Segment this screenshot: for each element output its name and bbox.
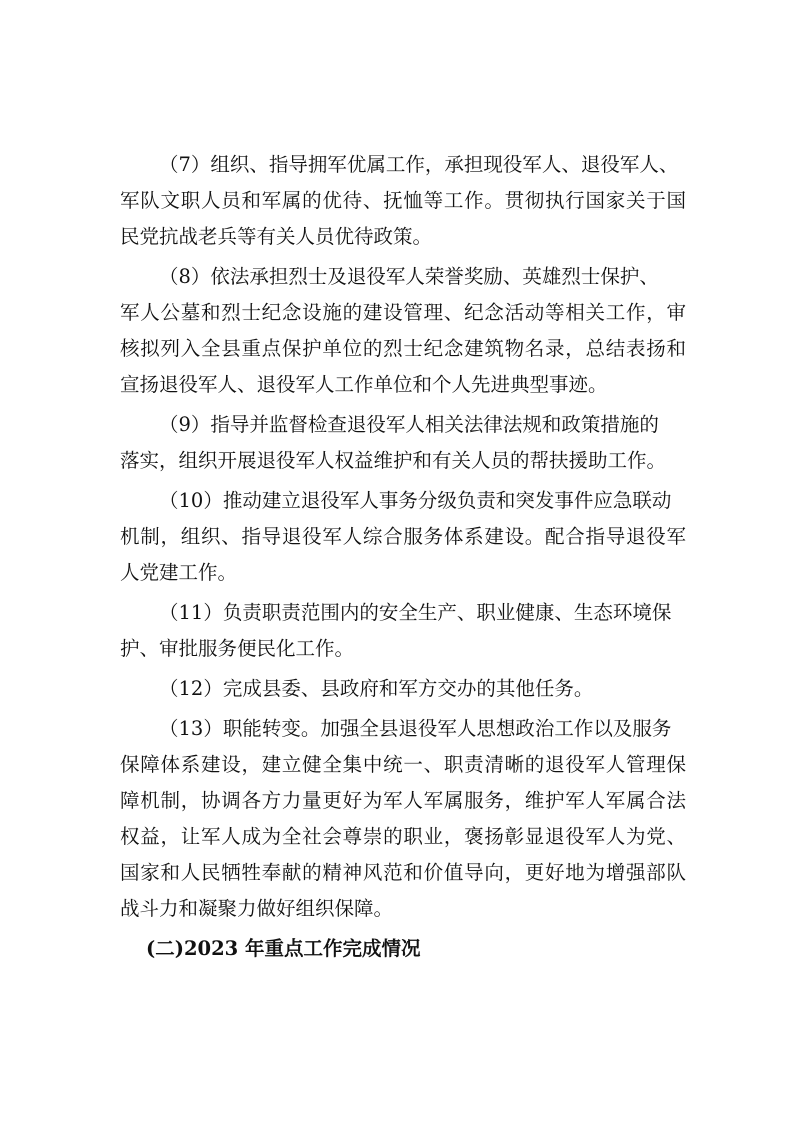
paragraph-10-line-2: 机制，组织、指导退役军人综合服务体系建设。配合指导退役军 xyxy=(120,525,686,548)
paragraph-9-line-1: （9）指导并监督检查退役军人相关法律法规和政策措施的 xyxy=(159,413,659,436)
paragraph-12-line-1: （12）完成县委、县政府和军方交办的其他任务。 xyxy=(159,677,594,700)
paragraph-7-line-2: 军队文职人员和军属的优待、抚恤等工作。贯彻执行国家关于国 xyxy=(120,189,686,212)
paragraph-13-line-3: 障机制，协调各方力量更好为军人军属服务，维护军人军属合法 xyxy=(120,789,686,812)
paragraph-13-line-5: 国家和人民牺牲奉献的精神风范和价值导向，更好地为增强部队 xyxy=(120,861,686,884)
paragraph-8-line-1: （8）依法承担烈士及退役军人荣誉奖励、英雄烈士保护、 xyxy=(159,265,659,288)
paragraph-13-line-6: 战斗力和凝聚力做好组织保障。 xyxy=(120,897,394,920)
paragraph-13-line-4: 权益，让军人成为全社会尊崇的职业，褒扬彰显退役军人为党、 xyxy=(120,825,686,848)
paragraph-7-line-1: （7）组织、指导拥军优属工作，承担现役军人、退役军人、 xyxy=(159,153,679,176)
paragraph-9-line-2: 落实，组织开展退役军人权益维护和有关人员的帮扶援助工作。 xyxy=(120,449,667,472)
section-heading: (二)2023 年重点工作完成情况 xyxy=(146,937,421,960)
paragraph-7-line-3: 民党抗战老兵等有关人员优待政策。 xyxy=(120,225,433,248)
paragraph-11-line-2: 护、审批服务便民化工作。 xyxy=(120,637,355,660)
paragraph-11-line-1: （11）负责职责范围内的安全生产、职业健康、生态环境保 xyxy=(159,601,672,624)
paragraph-8-line-4: 宣扬退役军人、退役军人工作单位和个人先进典型事迹。 xyxy=(120,373,608,396)
paragraph-10-line-3: 人党建工作。 xyxy=(120,561,238,584)
paragraph-13-line-2: 保障体系建设，建立健全集中统一、职责清晰的退役军人管理保 xyxy=(120,753,686,776)
paragraph-8-line-3: 核拟列入全县重点保护单位的烈士纪念建筑物名录，总结表扬和 xyxy=(120,337,686,360)
paragraph-10-line-1: （10）推动建立退役军人事务分级负责和突发事件应急联动 xyxy=(159,489,672,512)
paragraph-13-line-1: （13）职能转变。加强全县退役军人思想政治工作以及服务 xyxy=(159,717,672,740)
paragraph-8-line-2: 军人公墓和烈士纪念设施的建设管理、纪念活动等相关工作，审 xyxy=(120,301,686,324)
